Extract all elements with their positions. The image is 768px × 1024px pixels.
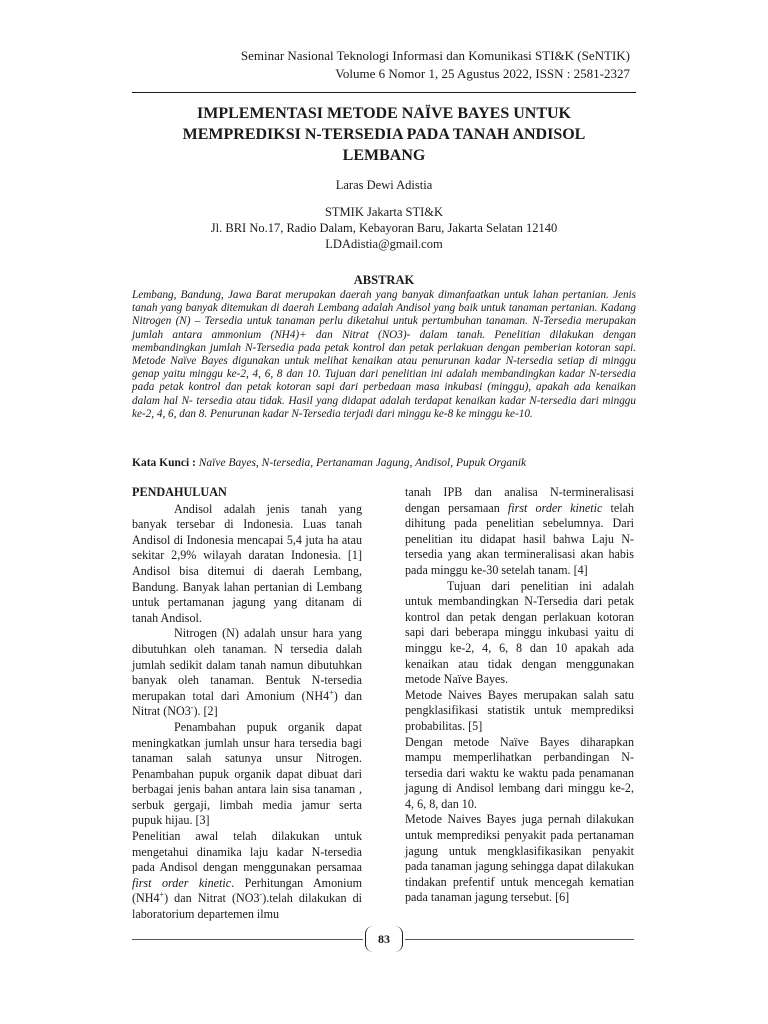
page-number-box [365,926,403,952]
page-number: 83 [378,932,390,946]
left-column [132,485,362,923]
right-column [405,485,634,906]
email: LDAdistia@gmail.com [325,237,443,251]
body-paragraph [132,502,362,627]
section-heading: PENDAHULUAN [132,485,227,499]
text-run: telah dihitung pada penelitian sebelumnya. Dari penelitian itu didapat hasil bahwa Laju N-tersedia yang akan termineralisasi akan habis pada minggu ke-30 setelah tanam. [4] [405,500,635,577]
conference-name: Seminar Nasional Teknologi Informasi dan Komunikasi STI&K (SeNTIK) [240,48,630,63]
abstract-heading: ABSTRAK [353,273,415,287]
text-run: Nitrogen (N) adalah unsur hara yang dibutuhkan oleh tanaman. N tersedia dalah jumlah sedikit dalam tanah namun dibutuhkan banyak oleh tanaman. Bentuk N-tersedia merupakan total dari Amonium (NH4 [132,626,362,703]
body-paragraph [405,579,634,688]
text-run: ) dan Nitrat (NO3 [164,891,260,906]
superscript: - [190,703,194,713]
body-paragraph [405,485,634,579]
affiliation [132,204,636,252]
abstract-text: Lembang, Bandung, Jawa Barat merupakan daerah yang banyak dimanfaatkan untuk lahan pertanian. Jenis tanah yang banyak ditemukan di daerah Lembang adalah Andisol yang baik untuk tanaman pertanian. Kadang Nitrogen (N) – Tersedia untuk tanaman perlu diketahui untuk pertumbuhan tanaman. N-Tersedia merupakan jumlah antara ammonium (NH4)+ dan Nitrat (NO3)- dalam tanah. Penelitian dilakukan dengan membandingkan jumlah N-Tersedia pada petak kontrol dan petak perlakuan dengan pemberian kotoran sapi. Metode Naïve Bayes digunakan untuk melihat kenaikan atau penurunan kadar N-tersedia setiap di minggu genap yaitu minggu ke-2, 4, 6, 8 dan 10. Tujuan dari penelitian ini adalah membandingkan kadar N-tersedia pada petak kontrol dan petak kotoran sapi dari perbedaan masa inkubasi (minggu), apakah ada kenaikan dalam hal N- tersedia atau tidak. Hasil yang didapat adalah terdapat kenaikan kadar N-tersedia dari minggu ke-2, 4, 6, dan 8. Penurunan kadar N-Tersedia terjadi dari minggu ke-8 ke minggu ke-10. [132,289,636,420]
text-run: Tujuan dari penelitian ini adalah untuk membandingkan N-Tersedia dari petak kontrol dan petak dengan perlakuan kotoran sapi dari beberapa minggu inkubasi yaitu di minggu ke-2, 4, 6, 8 dan 10 apakah ada kenaikan atau tidak dengan menggunakan metode Naïve Bayes. [405,578,634,687]
italic-term: first order kinetic [507,500,603,515]
text-run: tanah IPB dan analisa N-termineralisasi dengan persamaan [405,485,634,515]
body-paragraph [132,829,362,923]
text-run: ). [2] [193,704,218,719]
body-paragraph [405,812,634,906]
left-paragraphs [132,502,362,923]
text-run: Metode Naives Bayes juga pernah dilakukan untuk memprediksi penyakit pada pertanaman jagung untuk mengklasifikasikan penyakit pada tanaman jagung sehingga dapat dilakukan tindakan prefentif untuk mencegah kematian pada tanaman jagung tersebut. [6] [405,812,634,905]
title-line: LEMBANG [342,147,426,164]
address: Jl. BRI No.17, Radio Dalam, Kebayoran Baru, Jakarta Selatan 12140 [210,221,558,235]
text-run: ) dan Nitrat (NO3 [132,688,362,719]
text-run: Penambahan pupuk organik dapat meningkatkan jumlah unsur hara tersedia bagi tanaman salah satunya unsur Nitrogen. Penambahan pupuk organik dapat dibuat dari berbagai jenis bahan antara lain sisa tanaman , serbuk gergaji, limbah media jamur serta pupuk hijau. [3] [132,719,362,828]
title-line: IMPLEMENTASI METODE NAÏVE BAYES UNTUK [197,105,571,122]
footer-rule-left [132,939,363,940]
superscript: - [259,890,263,900]
keywords-label: Kata Kunci : [132,457,196,469]
superscript: + [329,687,334,697]
body-paragraph [132,720,362,829]
text-run: . Perhitungan Amonium (NH4 [132,875,362,906]
header-rule [132,92,636,93]
body-paragraph [132,626,362,720]
right-paragraphs [405,485,634,906]
title-line: MEMPREDIKSI N-TERSEDIA PADA TANAH ANDISOL [182,126,586,143]
text-run: Penelitian awal telah dilakukan untuk mengetahui dinamika laju kadar N-tersedia pada Andisol dengan menggunakan persamaa [132,829,362,875]
keywords-text: Naïve Bayes, N-tersedia, Pertanaman Jagung, Andisol, Pupuk Organik [195,457,527,469]
running-header [241,47,630,83]
text-run: Dengan metode Naïve Bayes diharapkan mampu memperlihatkan perbandingan N-tersedia dari waktu ke waktu pada penamanan jagung di Andisol lembang dari minggu ke-2, 4, 6, 8, dan 10. [405,734,634,811]
text-run: ).telah dilakukan di laboratorium departemen ilmu [132,891,363,922]
body-paragraph [405,688,634,735]
volume-info: Volume 6 Nomor 1, 25 Agustus 2022, ISSN : 2581-2327 [335,66,630,81]
keywords [132,457,636,469]
paper-title [132,103,636,166]
footer-rule-right [405,939,634,940]
body-paragraph [405,735,634,813]
author-name: Laras Dewi Adistia [335,178,433,192]
text-run: Metode Naives Bayes merupakan salah satu pengklasifikasi statistik untuk memprediksi probabilitas. [5] [405,687,634,733]
institution: STMIK Jakarta STI&K [324,205,444,219]
text-run: Andisol adalah jenis tanah yang banyak tersebar di Indonesia. Luas tanah Andisol di Indonesia mencapai 5,4 juta ha atau sekitar 2,9% wilayah daratan Indonesia. [1] Andisol bisa ditemui di daerah Lembang, Bandung. Banyak lahan pertanian di Lembang untuk pertamanan jagung yang ditanam di tanah Andisol. [132,501,362,625]
italic-term: first order kinetic [132,875,232,890]
superscript: + [159,890,165,900]
